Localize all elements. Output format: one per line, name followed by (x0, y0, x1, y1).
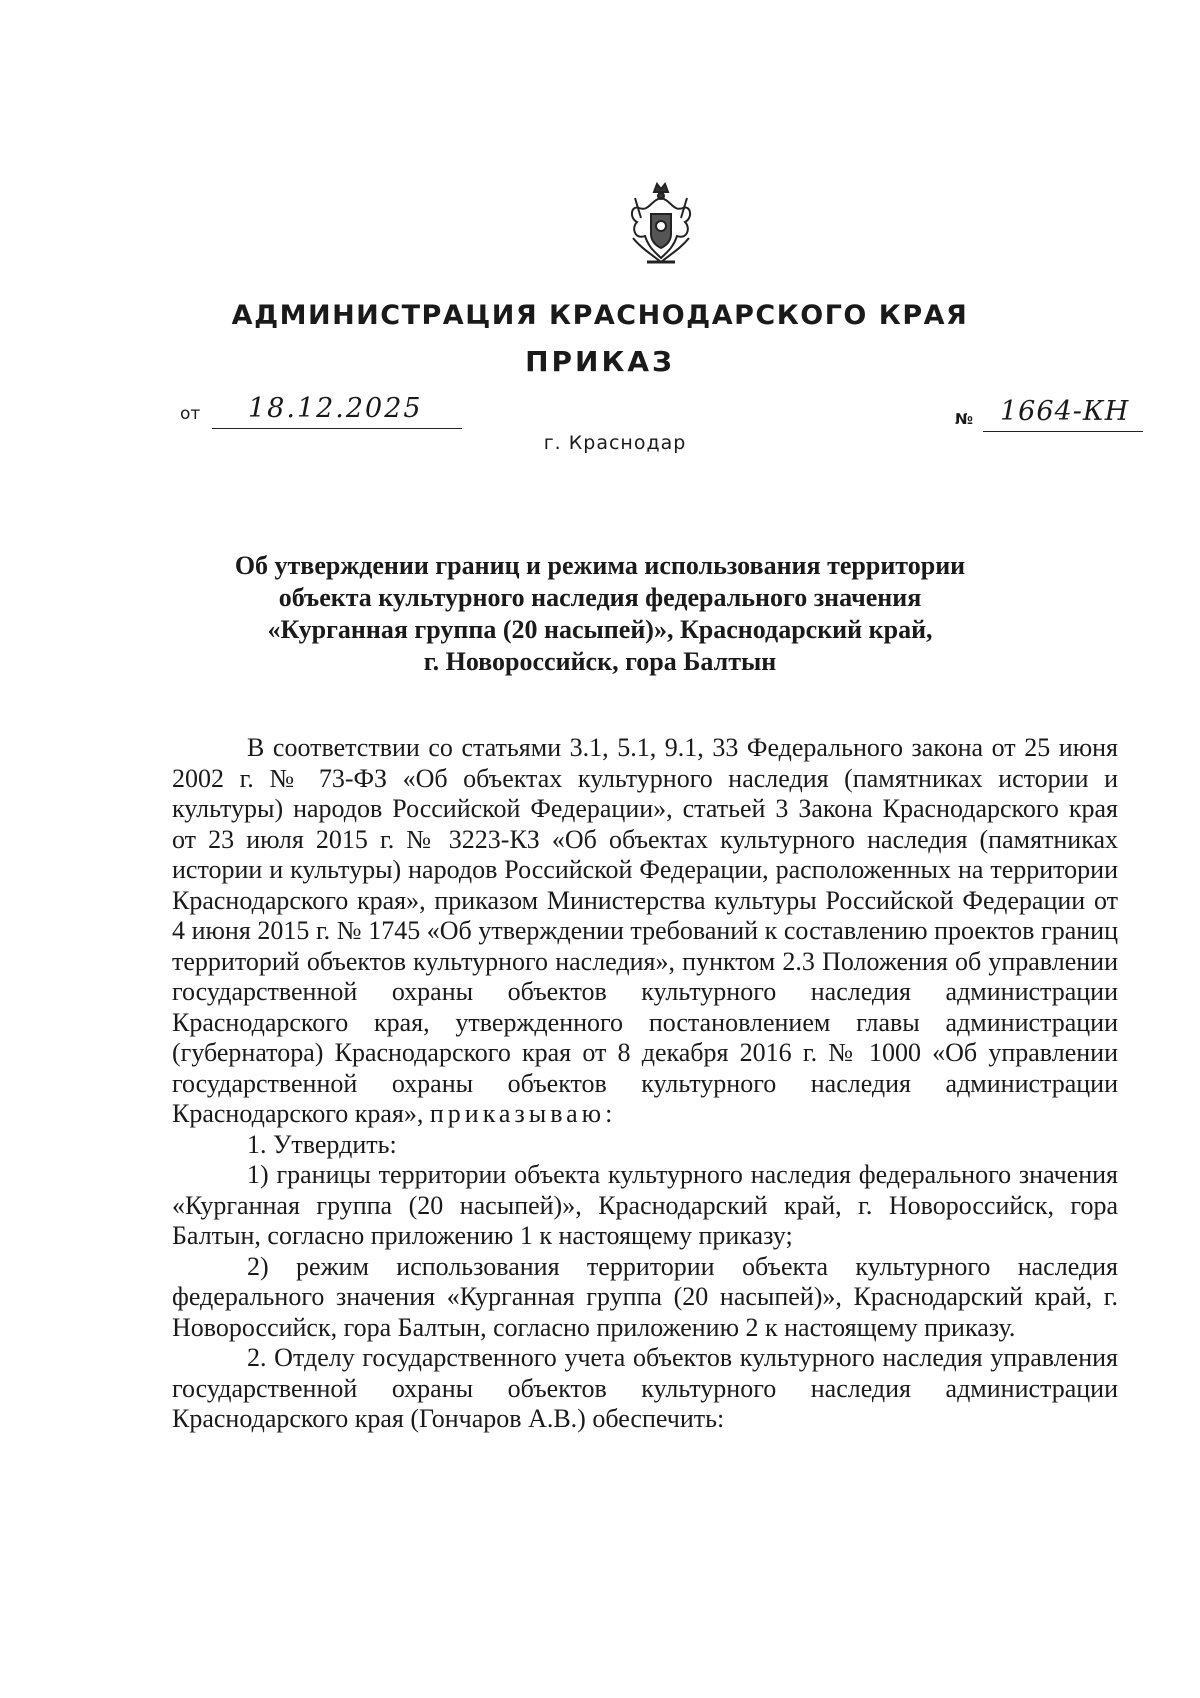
subject-line: объекта культурного наследия федерального значения (278, 583, 922, 612)
item-1-2: 2) режим использования территории объекта культурного наследия федерального значения «Курганная группа (20 насыпей)», Краснодарский край, г. Новороссийск, гора Балтын, согласно приложению 2 к настоящему приказу. (172, 1251, 1118, 1342)
document-type-title: ПРИКАЗ (525, 345, 675, 378)
organization-title: АДМИНИСТРАЦИЯ КРАСНОДАРСКОГО КРАЯ (231, 300, 969, 331)
number-handwritten: 1664-КН (1000, 396, 1130, 427)
date-underline (212, 428, 462, 429)
item-1: 1. Утвердить: (247, 1129, 397, 1159)
coat-of-arms-icon (620, 178, 702, 270)
city-label: г. Краснодар (543, 432, 687, 454)
document-subject (150, 550, 1050, 678)
date-handwritten: 18.12.2025 (248, 393, 423, 424)
preamble-text: В соответствии со статьями 3.1, 5.1, 9.1, 33 Федерального закона от 25 июня 2002 г. № 73-ФЗ «Об объектах культурного наследия (памятниках истории и культуры) народов Российской Федерации», статьей 3 Закона Краснодарского края от 23 июля 2015 г. № 3223-КЗ «Об объектах культурного наследия (памятниках истории и культуры) народов Российской Федерации, расположенных на территории Краснодарского края», приказом Министерства культуры Российской Федерации от 4 июня 2015 г. № 1745 «Об утверждении требований к составлению проектов границ территорий объектов культурного наследия», пунктом 2.3 Положения об управлении государственной охраны объектов культурного наследия администрации Краснодарского края, утвержденного постановлением главы администрации (губернатора) Краснодарского края от 8 декабря 2016 г. № 1000 «Об управлении государственной охраны объектов культурного наследия администрации Краснодарского края», (172, 733, 1118, 1128)
item-1-1: 1) границы территории объекта культурного наследия федерального значения «Курганная группа (20 насыпей)», Краснодарский край, г. Новороссийск, гора Балтын, согласно приложению 1 к настоящему приказу; (172, 1160, 1118, 1250)
number-label: № (955, 410, 974, 428)
item-2: 2. Отделу государственного учета объектов культурного наследия управления государственной охраны объектов культурного наследия администрации Краснодарского края (Гончаров А.В.) обеспечить: (172, 1343, 1118, 1433)
date-label: от (180, 404, 201, 424)
order-word: приказываю: (429, 1099, 617, 1128)
subject-line: Об утверждении границ и режима использования территории (234, 551, 966, 580)
preamble-paragraph (172, 733, 1118, 1130)
subject-line: г. Новороссийск, гора Балтын (423, 647, 777, 676)
document-body (172, 733, 1118, 1435)
number-underline (983, 431, 1143, 432)
subject-line: «Курганная группа (20 насыпей)», Краснодарский край, (267, 615, 933, 644)
